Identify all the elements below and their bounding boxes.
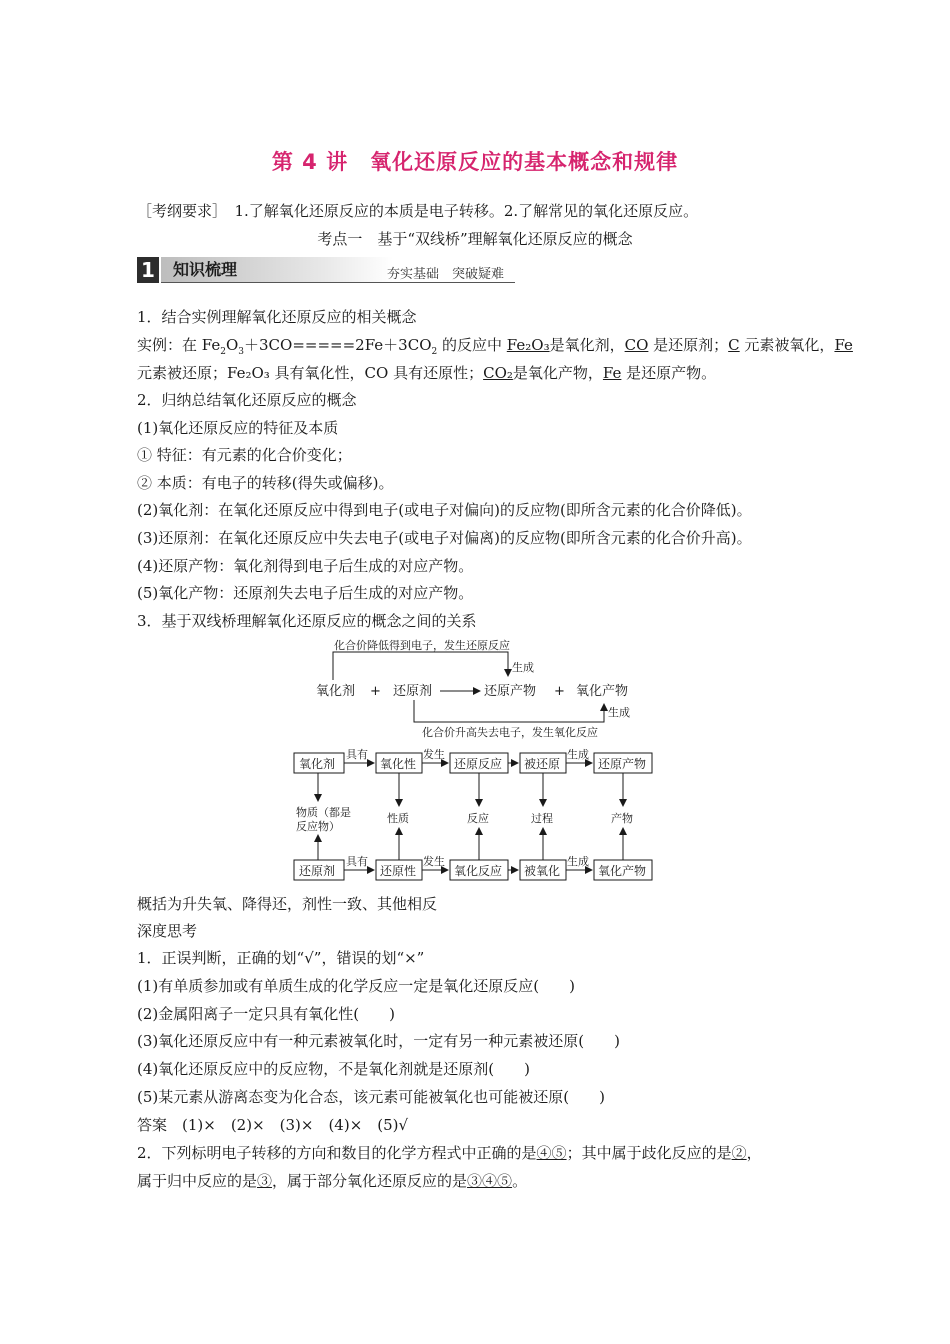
q1-answer: 答案 (1)× (2)× (3)× (4)× (5)√ <box>137 1116 409 1134</box>
eq-oxidant: 氧化剂 <box>316 684 356 699</box>
section-number: 1 <box>137 257 159 283</box>
mid-label: 反应物） <box>296 820 340 833</box>
answer-blank: Fe₂O₃ <box>506 336 550 354</box>
s2-item: (4)还原产物：氧化剂得到电子后生成的对应产物。 <box>137 557 474 575</box>
row1-box: 氧化剂 <box>299 757 336 771</box>
row2-box: 氧化反应 <box>454 864 503 878</box>
s2-item: (1)氧化还原反应的特征及本质 <box>137 419 339 437</box>
mid-label: 过程 <box>531 812 553 825</box>
s2-item: ① 特征：有元素的化合价变化； <box>137 446 352 464</box>
double-bridge-diagram <box>280 638 670 888</box>
q2-line1: 2．下列标明电子转移的方向和数目的化学方程式中正确的是④⑤；其中属于歧化反应的是②， <box>137 1144 762 1162</box>
row1-box: 还原反应 <box>454 757 503 771</box>
answer-blank: Fe <box>834 336 853 354</box>
row2-link: 具有 <box>346 855 368 868</box>
deep-thinking: 深度思考 <box>137 922 198 940</box>
answer-blank: Fe <box>602 364 622 382</box>
section-title: 知识梳理 <box>161 257 393 283</box>
row1-box: 氧化性 <box>380 757 417 771</box>
s2-item: (2)氧化剂：在氧化还原反应中得到电子(或电子对偏向)的反应物(即所含元素的化合价降低)。 <box>137 501 752 519</box>
mid-label: 性质 <box>387 812 409 825</box>
row1-link: 生成 <box>567 748 589 761</box>
row1-box: 被还原 <box>524 757 561 771</box>
section-banner <box>137 257 515 283</box>
eq-plus: + <box>370 684 381 699</box>
s2-item: (3)还原剂：在氧化还原反应中失去电子(或电子对偏离)的反应物(即所含元素的化合价升高)。 <box>137 529 752 547</box>
row2-box: 氧化产物 <box>598 864 647 878</box>
gen-label: 生成 <box>512 661 534 674</box>
answer-blank: ③④⑤ <box>467 1172 513 1190</box>
s2-heading: 2．归纳总结氧化还原反应的概念 <box>137 391 357 409</box>
answer-blank: CO <box>624 336 649 354</box>
q1-item: (5)某元素从游离态变为化合态，该元素可能被氧化也可能被还原( ) <box>137 1088 605 1106</box>
answer-blank: C <box>728 336 740 354</box>
row2-link: 发生 <box>423 855 445 868</box>
row1-link: 具有 <box>346 748 368 761</box>
eq-oxidation-product: 氧化产物 <box>576 684 629 699</box>
gen-label: 生成 <box>608 706 630 719</box>
q1-item: (4)氧化还原反应中的反应物，不是氧化剂就是还原剂( ) <box>137 1060 530 1078</box>
mid-label: 物质（都是 <box>296 806 351 819</box>
topic-heading: 考点一 基于“双线桥”理解氧化还原反应的概念 <box>317 230 633 248</box>
row2-box: 还原剂 <box>299 864 336 878</box>
s3-heading: 3．基于双线桥理解氧化还原反应的概念之间的关系 <box>137 612 477 630</box>
answer-blank: ④⑤ <box>536 1144 567 1162</box>
bottom-label: 化合价升高失去电子，发生氧化反应 <box>422 726 598 739</box>
answer-blank: ② <box>731 1144 747 1162</box>
s1-line1: 实例：在 $Fe_2O_3+3CO=====2Fe+3CO_2$ 的反应中 Fe₂O₃是氧化剂，CO 是还原剂；C 元素被氧化，Fe <box>137 336 853 357</box>
q1-item: (3)氧化还原反应中有一种元素被氧化时，一定有另一种元素被还原( ) <box>137 1032 620 1050</box>
section-subtitle: 夯实基础 突破疑难 <box>387 267 505 282</box>
q1-heading: 1．正误判断，正确的划“√”，错误的划“×” <box>137 949 425 967</box>
s1-heading: 1．结合实例理解氧化还原反应的相关概念 <box>137 308 417 326</box>
row2-box: 被氧化 <box>524 864 561 878</box>
q1-item: (1)有单质参加或有单质生成的化学反应一定是氧化还原反应( ) <box>137 977 575 995</box>
mid-label: 反应 <box>467 812 489 825</box>
s1-line2: 元素被还原；Fe₂O₃ 具有氧化性，CO 具有还原性；CO₂是氧化产物，Fe 是还原产物。 <box>137 364 717 382</box>
summary: 概括为升失氧、降得还，剂性一致、其他相反 <box>137 895 438 913</box>
answer-blank: ③ <box>257 1172 273 1190</box>
row2-box: 还原性 <box>380 864 417 878</box>
row1-box: 还原产物 <box>598 757 647 771</box>
eq-reduction-product: 还原产物 <box>484 684 537 699</box>
answer-blank: CO₂ <box>483 364 513 382</box>
top-label: 化合价降低得到电子，发生还原反应 <box>334 639 510 652</box>
eq-plus: + <box>554 684 565 699</box>
q2-line2: 属于归中反应的是③，属于部分氧化还原反应的是③④⑤。 <box>137 1172 528 1190</box>
mid-label: 产物 <box>611 812 633 825</box>
eq-reductant: 还原剂 <box>393 684 433 699</box>
s2-item: (5)氧化产物：还原剂失去电子后生成的对应产物。 <box>137 584 474 602</box>
page-title: 第 4 讲 氧化还原反应的基本概念和规律 <box>271 150 679 174</box>
row2-link: 生成 <box>567 855 589 868</box>
row1-link: 发生 <box>423 748 445 761</box>
q1-item: (2)金属阳离子一定只具有氧化性( ) <box>137 1005 395 1023</box>
section-rule <box>161 282 515 283</box>
s2-item: ② 本质：有电子的转移(得失或偏移)。 <box>137 474 394 492</box>
exam-requirements: ［考纲要求］ 1.了解氧化还原反应的本质是电子转移。2.了解常见的氧化还原反应。 <box>137 202 699 220</box>
